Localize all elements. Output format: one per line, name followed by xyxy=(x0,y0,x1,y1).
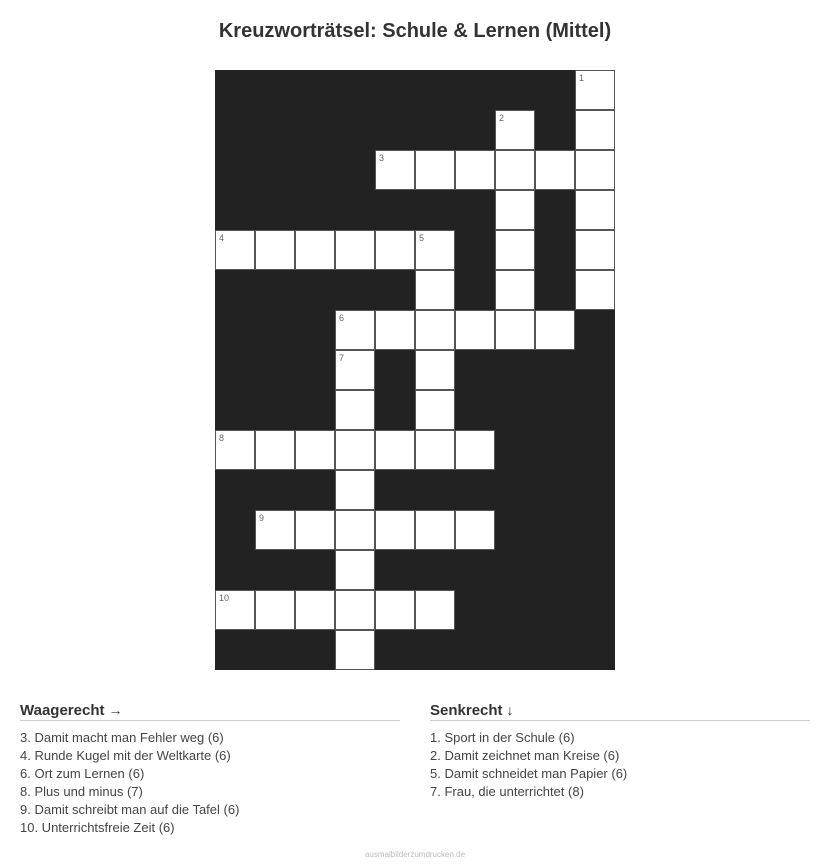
grid-cell[interactable] xyxy=(455,510,495,550)
crossword-grid xyxy=(215,70,615,670)
grid-cell[interactable] xyxy=(575,150,615,190)
grid-cell[interactable] xyxy=(375,510,415,550)
grid-cell[interactable] xyxy=(335,310,375,350)
grid-cell[interactable] xyxy=(575,270,615,310)
grid-cell[interactable] xyxy=(335,350,375,390)
grid-cell[interactable] xyxy=(295,590,335,630)
arrow-right-icon: → xyxy=(108,702,123,718)
across-clue: 6. Ort zum Lernen (6) xyxy=(20,766,145,781)
grid-cell[interactable] xyxy=(415,270,455,310)
grid-cell[interactable] xyxy=(575,190,615,230)
down-clue: 1. Sport in der Schule (6) xyxy=(430,730,575,745)
down-heading xyxy=(430,702,810,721)
grid-cell[interactable] xyxy=(495,190,535,230)
grid-cell[interactable] xyxy=(255,430,295,470)
grid-cell[interactable] xyxy=(375,310,415,350)
grid-cell[interactable] xyxy=(335,550,375,590)
clue-number: 8 xyxy=(219,433,225,443)
grid-cell[interactable] xyxy=(335,430,375,470)
across-clue: 8. Plus und minus (7) xyxy=(20,784,143,799)
down-clue: 7. Frau, die unterrichtet (8) xyxy=(430,784,584,799)
grid-cell[interactable] xyxy=(455,150,495,190)
grid-cell[interactable] xyxy=(295,430,335,470)
grid-cell[interactable] xyxy=(495,230,535,270)
grid-cell[interactable] xyxy=(375,590,415,630)
clue-number: 1 xyxy=(579,73,585,83)
grid-cell[interactable] xyxy=(335,510,375,550)
grid-cell[interactable] xyxy=(415,510,455,550)
down-clue: 5. Damit schneidet man Papier (6) xyxy=(430,766,628,781)
across-clue-list xyxy=(20,729,400,837)
grid-cell[interactable] xyxy=(415,590,455,630)
clue-number: 7 xyxy=(339,353,345,363)
across-heading-label: Waagerecht xyxy=(20,702,105,719)
grid-cell[interactable] xyxy=(495,150,535,190)
grid-cell[interactable] xyxy=(215,430,255,470)
grid-cell[interactable] xyxy=(575,110,615,150)
grid-cell[interactable] xyxy=(575,230,615,270)
across-clue: 10. Unterrichtsfreie Zeit (6) xyxy=(20,820,175,835)
grid-cell[interactable] xyxy=(415,430,455,470)
grid-cell[interactable] xyxy=(415,310,455,350)
down-clue: 2. Damit zeichnet man Kreise (6) xyxy=(430,748,620,763)
grid-cell[interactable] xyxy=(375,430,415,470)
clue-number: 5 xyxy=(419,233,425,243)
grid-cell[interactable] xyxy=(295,230,335,270)
grid-cell[interactable] xyxy=(495,270,535,310)
grid-cell[interactable] xyxy=(375,150,415,190)
grid-cell[interactable] xyxy=(255,590,295,630)
grid-cell[interactable] xyxy=(455,310,495,350)
across-clue: 3. Damit macht man Fehler weg (6) xyxy=(20,730,224,745)
clue-number: 4 xyxy=(219,233,225,243)
grid-cell[interactable] xyxy=(335,590,375,630)
grid-cell[interactable] xyxy=(335,390,375,430)
across-clues-panel xyxy=(20,702,400,837)
grid-cell[interactable] xyxy=(415,350,455,390)
down-clues-panel xyxy=(430,702,810,801)
grid-cell[interactable] xyxy=(495,110,535,150)
grid-cell[interactable] xyxy=(535,310,575,350)
down-heading-label: Senkrecht xyxy=(430,702,503,719)
clue-number: 9 xyxy=(259,513,265,523)
grid-cell[interactable] xyxy=(255,510,295,550)
grid-cell[interactable] xyxy=(575,70,615,110)
grid-cell[interactable] xyxy=(295,510,335,550)
clue-number: 3 xyxy=(379,153,385,163)
grid-cell[interactable] xyxy=(535,150,575,190)
grid-cell[interactable] xyxy=(215,230,255,270)
grid-cell[interactable] xyxy=(335,230,375,270)
across-clue: 4. Runde Kugel mit der Weltkarte (6) xyxy=(20,748,231,763)
grid-cell[interactable] xyxy=(255,230,295,270)
grid-cell[interactable] xyxy=(215,590,255,630)
clue-number: 2 xyxy=(499,113,505,123)
clue-number: 10 xyxy=(219,593,230,603)
grid-cell[interactable] xyxy=(335,630,375,670)
page-title: Kreuzworträtsel: Schule & Lernen (Mittel) xyxy=(218,20,612,42)
across-clue: 9. Damit schreibt man auf die Tafel (6) xyxy=(20,802,240,817)
down-clue-list xyxy=(430,729,810,801)
grid-cell[interactable] xyxy=(495,310,535,350)
grid-cell[interactable] xyxy=(415,390,455,430)
grid-cell[interactable] xyxy=(455,430,495,470)
clue-number: 6 xyxy=(339,313,345,323)
grid-cell[interactable] xyxy=(335,470,375,510)
grid-cell[interactable] xyxy=(415,230,455,270)
arrow-down-icon: ↓ xyxy=(506,702,514,718)
grid-cell[interactable] xyxy=(375,230,415,270)
footer-credit: ausmalbilderzumdrucken.de xyxy=(364,850,466,859)
grid-cell[interactable] xyxy=(415,150,455,190)
across-heading xyxy=(20,702,400,721)
